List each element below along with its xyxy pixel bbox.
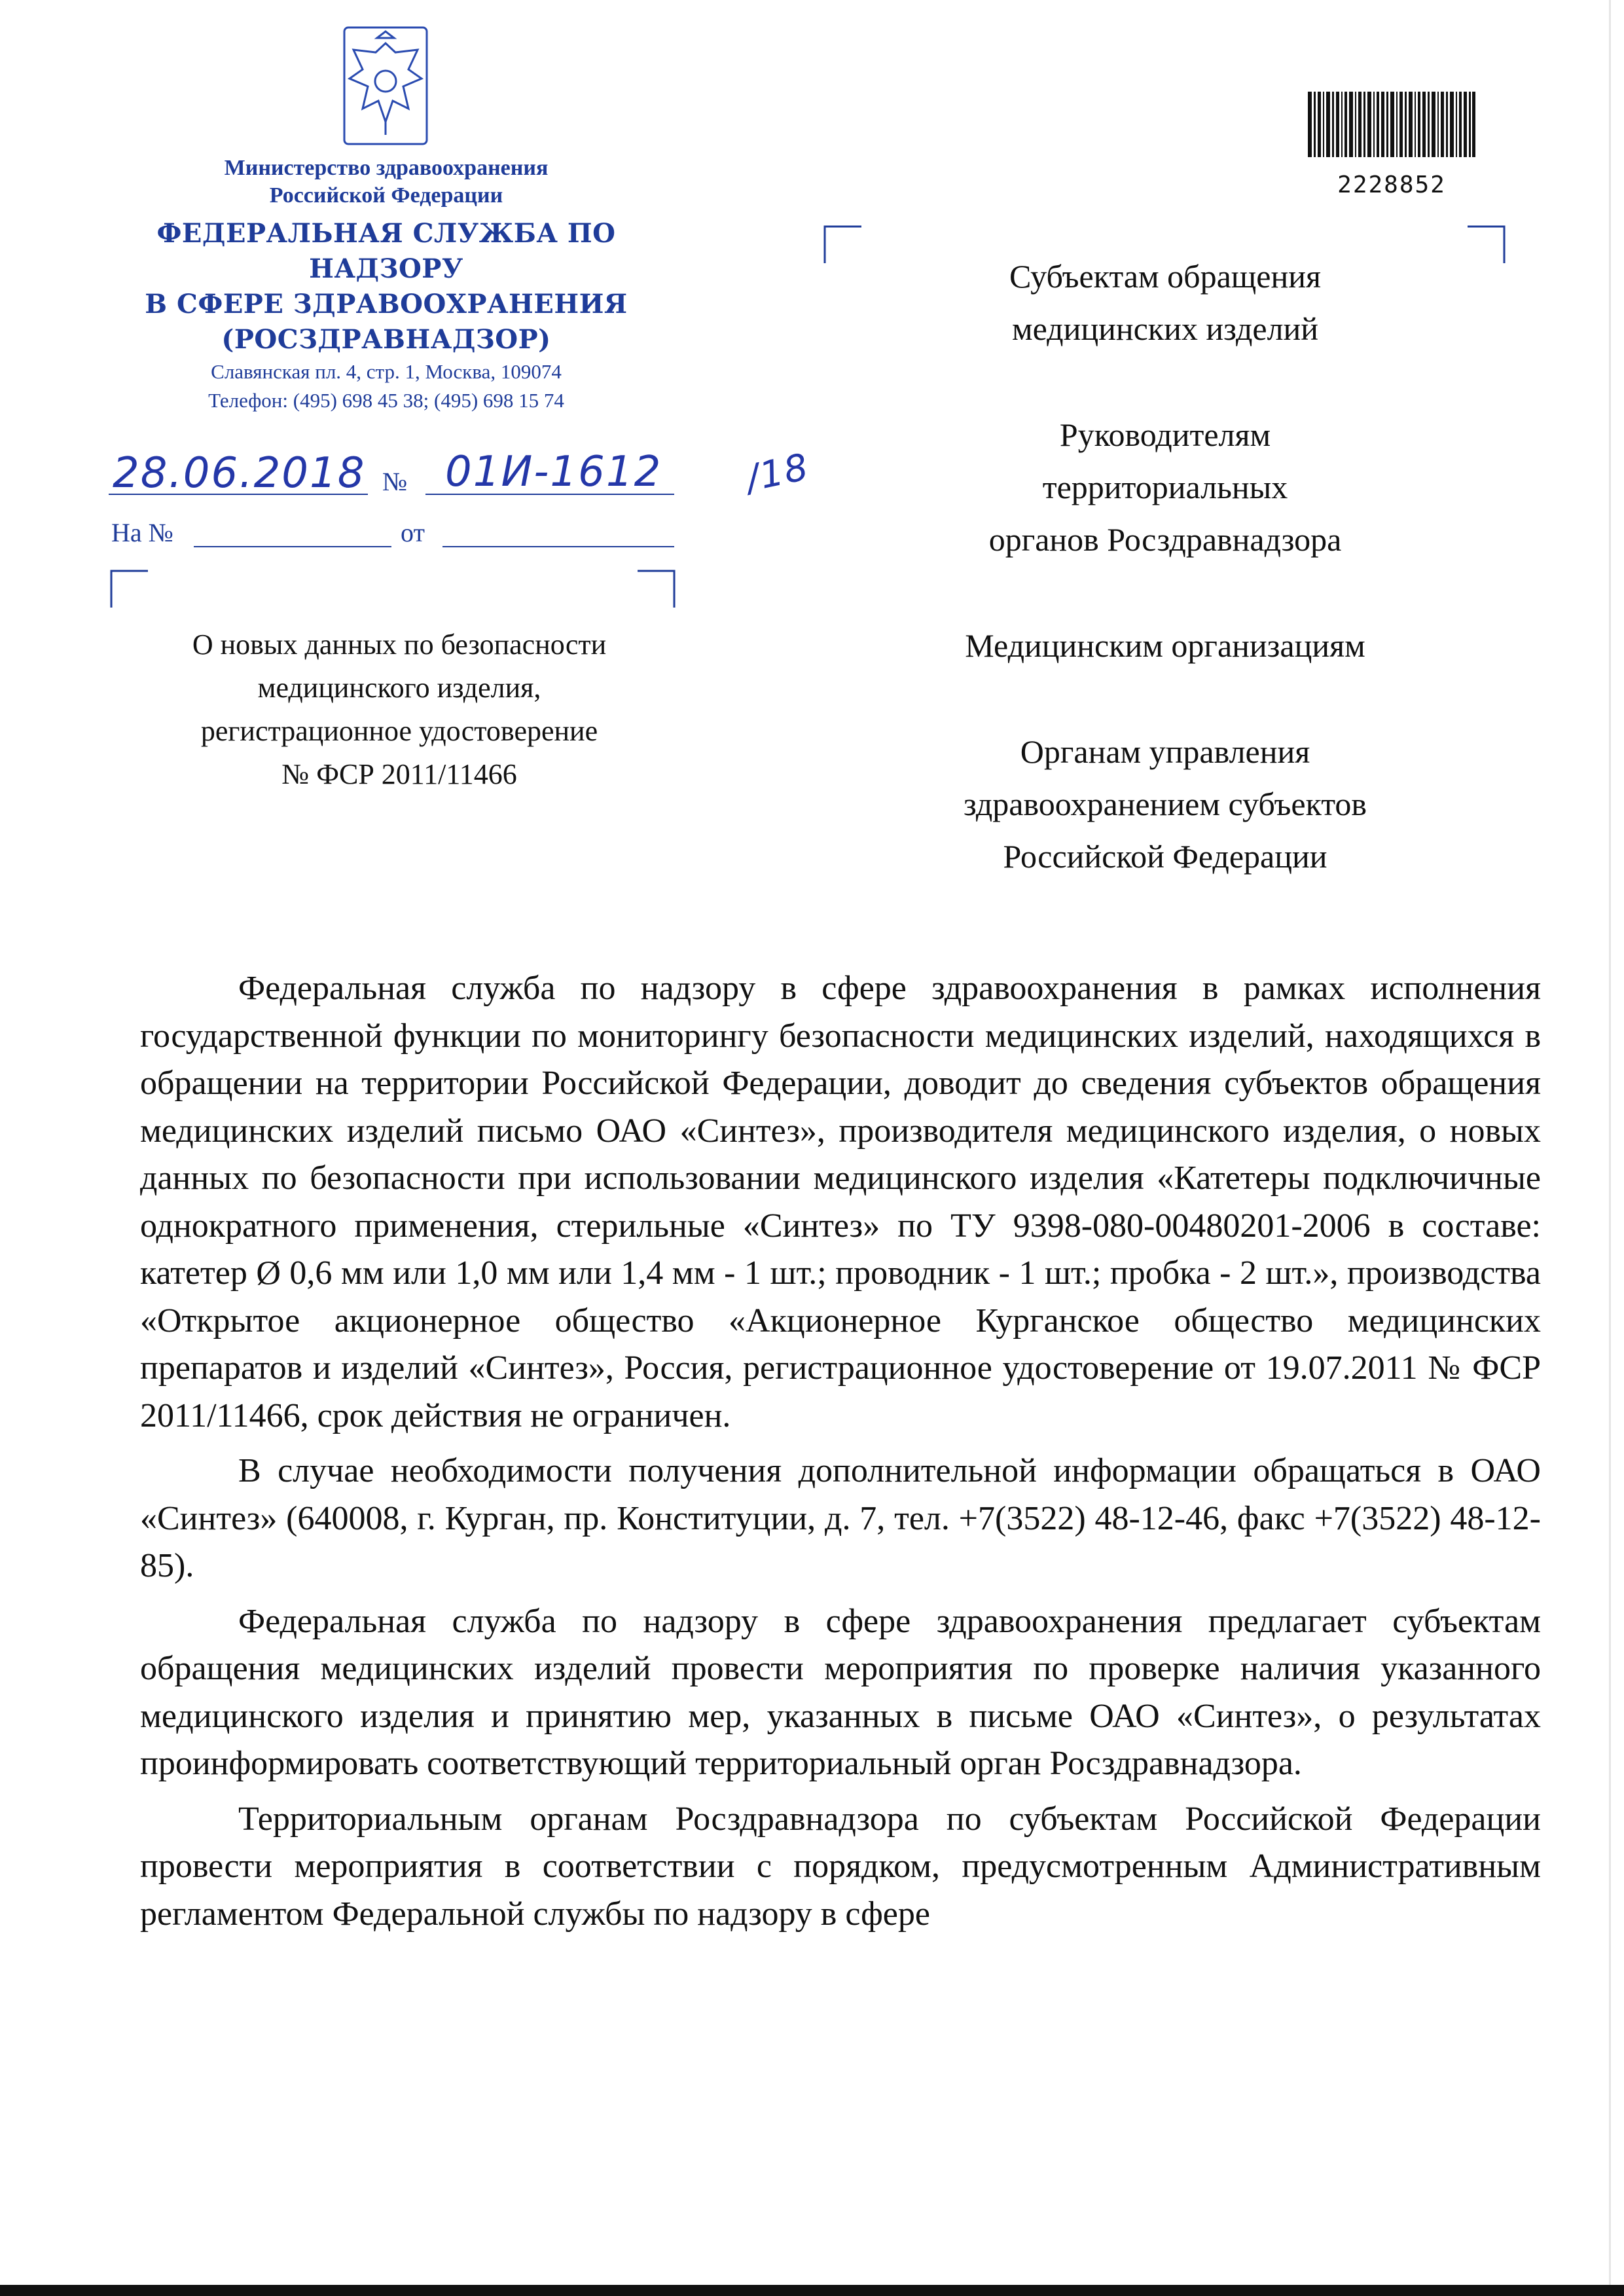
body-paragraph: Федеральная служба по надзору в сфере здравоохранения в рамках исполнения государственной функции по мониторингу безопасности медицинских изделий, находящихся в обращении на территории Российской Федерации, доводит до сведения субъектов обращения медицинских изделий письмо ОАО «Синтез», производителя медицинского изделия, о новых данных по безопасности при использовании медицинского изделия «Катетеры подключичные однократного применения, стерильные «Синтез» по ТУ 9398-080-00480201-2006 в составе: катетер Ø 0,6 мм или 1,0 мм или 1,4 мм - 1 шт.; проводник - 1 шт.; пробка - 2 шт.», производства «Открытое акционерное общество «Акционерное Курганское общество медицинских препаратов и изделий «Синтез», Россия, регистрационное удостоверение от 19.07.2011 № ФСР 2011/11466, срок действия не ограничен. [140,970,1541,1434]
barcode [1308,92,1475,157]
number-underline [425,494,674,495]
registration-number: 01И-1612 [445,448,662,496]
addressee-heads: Руководителям территориальных органов Росздравнадзора [988,416,1342,558]
from-label: от [401,518,425,547]
scan-bottom-edge [0,2285,1624,2296]
subject-bracket-left [110,570,149,609]
subject-bracket-right [636,570,676,609]
address-bracket-left [823,225,863,264]
service-contacts [98,357,674,415]
body-paragraph: Федеральная служба по надзору в сфере здравоохранения предлагает субъектам обращения медицинских изделий провести мероприятия по проверке наличия указанного медицинского изделия и принятию мер, указанных в письме ОАО «Синтез», о результатах проинформировать соответствующий территориальный орган Росздравнадзора. [140,1602,1541,1782]
number-sign: № [382,467,408,496]
addressee-subjects: Субъектам обращения медицинских изделий [1009,258,1321,347]
date-underline [109,494,368,495]
from-underline [442,546,674,547]
registration-date: 28.06.2018 [113,449,366,498]
reply-to-label: На № [111,518,173,547]
registration-number-suffix: /18 [742,445,813,501]
barcode-number: 2228852 [1337,172,1446,198]
service-name: ФЕДЕРАЛЬНАЯ СЛУЖБА ПО НАДЗОРУ В СФЕРЕ ЗДРАВООХРАНЕНИЯ (РОСЗДРАВНАДЗОР) [145,218,628,355]
scan-edge [1609,0,1611,2296]
letter-subject: О новых данных по безопасности медицинского изделия, регистрационное удостоверение № ФСР 2011/11466 [192,629,607,790]
coat-of-arms-emblem [340,24,431,148]
letter-body [140,965,1541,1938]
address-bracket-right [1466,225,1506,264]
reply-to-underline [194,546,391,547]
service-address: Славянская пл. 4, стр. 1, Москва, 109074 [211,360,562,383]
addressee-medical-orgs: Медицинским организациям [965,627,1365,664]
addressee-health-authorities: Органам управления здравоохранением субъектов Российской Федерации [963,733,1367,875]
body-paragraph: Территориальным органам Росздравнадзора по субъектам Российской Федерации провести мероприятия в соответствии с порядком, предусмотренным Административным регламентом Федеральной службы по надзору в сфере [140,1800,1541,1933]
ministry-name: Министерство здравоохранения Российской Федерации [224,156,549,208]
service-phone: Телефон: (495) 698 45 38; (495) 698 15 74 [208,389,564,412]
body-paragraph: В случае необходимости получения дополнительной информации обращаться в ОАО «Синтез» (640008, г. Курган, пр. Конституции, д. 7, тел. +7(3522) 48-12-46, факс +7(3522) 48-12-85). [140,1452,1541,1584]
